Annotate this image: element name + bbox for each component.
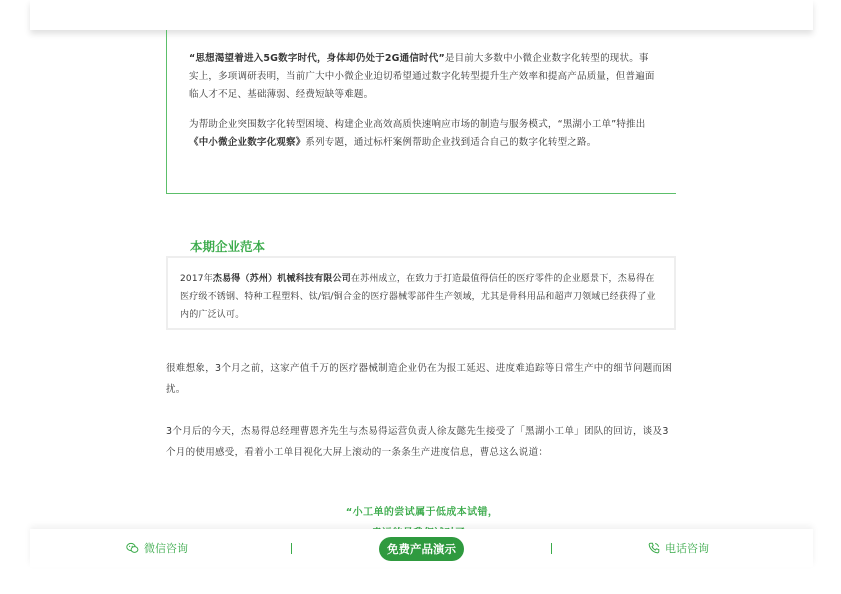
intro-highlight: “思想渴望着进入5G数字时代，身体却仍处于2G通信时代” xyxy=(189,53,445,64)
phone-consult-label: 电话咨询 xyxy=(665,542,709,555)
case-year: 2017年 xyxy=(180,274,213,284)
bottom-action-bar xyxy=(30,529,813,567)
phone-icon xyxy=(648,542,660,554)
phone-consult-button[interactable] xyxy=(648,529,709,567)
wechat-consult-button[interactable] xyxy=(126,529,188,567)
wechat-icon xyxy=(126,542,139,554)
intro-paragraph-2-text-c: 系列专题，通过标杆案例帮助企业找到适合自己的数字化转型之路。 xyxy=(305,137,597,148)
wechat-consult-label: 微信咨询 xyxy=(144,542,188,555)
header-bar xyxy=(30,0,813,30)
divider-right xyxy=(551,543,552,554)
quote-line-1: “小工单的尝试属于低成本试错， xyxy=(345,507,499,518)
series-title: 《中小微企业数字化观察》 xyxy=(189,137,306,148)
case-text: 在苏州成立，在致力于打造最值得信任的医疗零件的企业愿景下，杰易得在医疗级不锈钢、特种工程塑料、钛/铝/铜合金的医疗器械零部件生产领域，尤其是骨科用品和超声刀领域已经获得了业内的广泛认可。 xyxy=(180,274,656,320)
case-company: 杰易得（苏州）机械科技有限公司 xyxy=(212,274,351,284)
case-box xyxy=(166,256,676,330)
intro-section xyxy=(166,30,676,194)
free-demo-button[interactable]: 免费产品演示 xyxy=(379,537,464,561)
intro-paragraph-2-text-a: 为帮助企业突围数字化转型困境、构建企业高效高质快速响应市场的制造与服务模式，“黑湖小工单”特推出 xyxy=(189,119,646,130)
body-paragraph-2: 3个月后的今天，杰易得总经理曹恩齐先生与杰易得运营负责人徐友懿先生接受了「黑湖小工单」团队的回访，谈及3个月的使用感受，看着小工单目视化大屏上滚动的一条条生产进度信息，曹总这么说道： xyxy=(166,426,669,458)
divider-left xyxy=(291,543,292,554)
intro-paragraph-2 xyxy=(189,116,656,152)
case-title: 本期企业范本 xyxy=(184,238,271,256)
body-paragraph-1: 很难想象，3个月之前，这家产值千万的医疗器械制造企业仍在为报工延迟、进度难追踪等日常生产中的细节问题而困扰。 xyxy=(166,363,673,395)
intro-paragraph-1-text: 是目前大多数中小微企业数字化转型的现状。事实上，多项调研表明，当前广大中小微企业迫切希望通过数字化转型提升生产效率和提高产品质量，但普遍面临人才不足、基础薄弱、经费短缺等难题。 xyxy=(189,53,655,100)
case-description xyxy=(180,270,662,324)
intro-paragraph-1 xyxy=(189,50,656,104)
